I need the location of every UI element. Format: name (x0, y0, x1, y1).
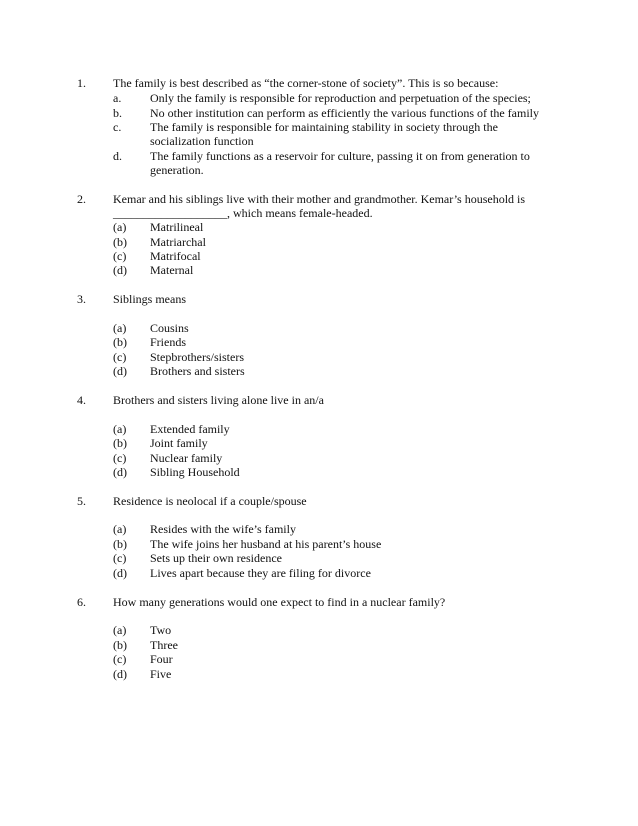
option-text: The family is responsible for maintaining stability in society through the (150, 120, 498, 134)
option-label: (b) (113, 537, 127, 551)
question-text: Siblings means (113, 292, 187, 306)
question-number: 1. (77, 76, 86, 90)
option-text-continued: generation. (150, 163, 204, 177)
option-label: (c) (113, 451, 127, 465)
question-text-continued: ___________________, which means female-headed. (113, 206, 373, 220)
option-text: Maternal (150, 263, 194, 277)
option-label: d. (113, 149, 122, 163)
option-label: (b) (113, 436, 127, 450)
option-text: Matrilineal (150, 220, 204, 234)
option-text: Lives apart because they are filing for divorce (150, 566, 371, 580)
option-text: Five (150, 667, 172, 681)
question-number: 6. (77, 595, 86, 609)
question-number: 5. (77, 494, 86, 508)
question-number: 2. (77, 192, 86, 206)
option-label: (d) (113, 667, 127, 681)
question-text: Kemar and his siblings live with their mother and grandmother. Kemar’s household is (113, 192, 526, 206)
option-label: (c) (113, 249, 127, 263)
option-text: Only the family is responsible for reproduction and perpetuation of the species; (150, 91, 531, 105)
option-label: (d) (113, 465, 127, 479)
option-label: (c) (113, 350, 127, 364)
option-label: (b) (113, 335, 127, 349)
option-text: Two (150, 623, 172, 637)
option-label: b. (113, 106, 122, 120)
option-label: (b) (113, 235, 127, 249)
option-text: Sibling Household (150, 465, 240, 479)
option-label: (b) (113, 638, 127, 652)
question-number: 4. (77, 393, 86, 407)
option-text: Resides with the wife’s family (150, 522, 296, 536)
option-text: The wife joins her husband at his parent’s house (150, 537, 382, 551)
question-text: Residence is neolocal if a couple/spouse (113, 494, 307, 508)
option-text: Joint family (150, 436, 208, 450)
option-label: a. (113, 91, 122, 105)
option-label: c. (113, 120, 122, 134)
question-text: How many generations would one expect to find in a nuclear family? (113, 595, 446, 609)
question-text: Brothers and sisters living alone live in an/a (113, 393, 324, 407)
option-label: (a) (113, 522, 127, 536)
option-label: (a) (113, 321, 127, 335)
option-text: Nuclear family (150, 451, 223, 465)
question-text: The family is best described as “the corner-stone of society”. This is so because: (113, 76, 499, 90)
option-text: No other institution can perform as efficiently the various functions of the family (150, 106, 540, 120)
option-text: The family functions as a reservoir for culture, passing it on from generation to (150, 149, 530, 163)
option-text: Sets up their own residence (150, 551, 282, 565)
option-label: (d) (113, 566, 127, 580)
option-label: (d) (113, 263, 127, 277)
option-text: Matrifocal (150, 249, 201, 263)
option-text: Three (150, 638, 178, 652)
option-label: (c) (113, 652, 127, 666)
option-label: (d) (113, 364, 127, 378)
option-label: (a) (113, 220, 127, 234)
option-text: Brothers and sisters (150, 364, 245, 378)
option-label: (a) (113, 422, 127, 436)
question-number: 3. (77, 292, 86, 306)
option-text: Matriarchal (150, 235, 206, 249)
option-text: Stepbrothers/sisters (150, 350, 244, 364)
option-text: Friends (150, 335, 186, 349)
option-label: (c) (113, 551, 127, 565)
option-text: Cousins (150, 321, 189, 335)
option-text: Four (150, 652, 173, 666)
option-text-continued: socialization function (150, 134, 254, 148)
option-text: Extended family (150, 422, 230, 436)
option-label: (a) (113, 623, 127, 637)
